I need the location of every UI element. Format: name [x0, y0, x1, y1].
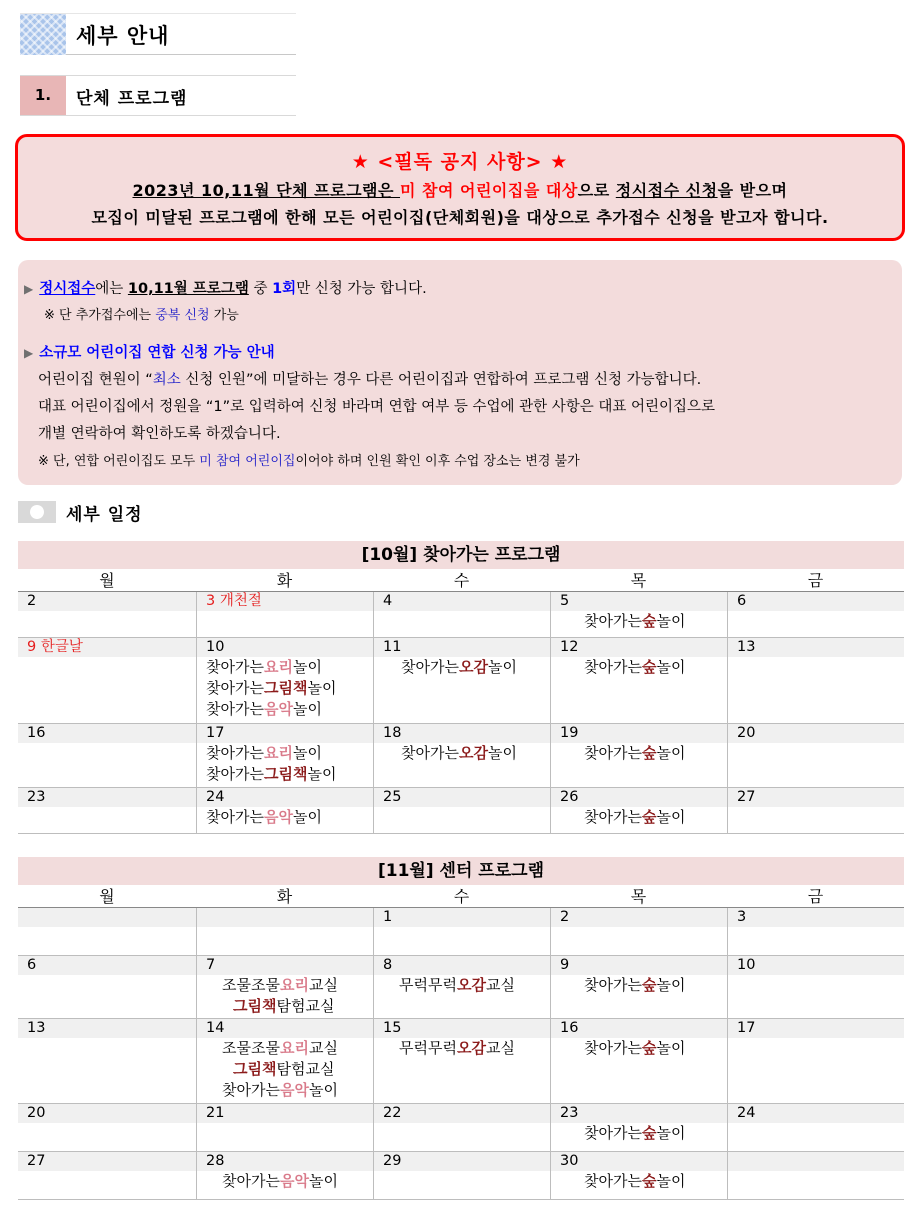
calendar-day-cell — [196, 1019, 373, 1103]
calendar-day-cell — [550, 788, 727, 833]
program-event — [551, 1123, 727, 1144]
calendar-day-cell — [727, 908, 904, 955]
day-number: 15 — [374, 1019, 550, 1038]
calendar-day-cell — [18, 908, 196, 955]
weekday-label: 목 — [630, 887, 647, 906]
calendar-week-row — [18, 956, 904, 1019]
day-number: 2 — [18, 592, 196, 611]
event-suffix: 놀이 — [656, 976, 686, 994]
calendar-week-row — [18, 1152, 904, 1200]
day-number: 20 — [728, 724, 904, 743]
day-number: 12 — [551, 638, 727, 657]
event-suffix: 놀이 — [292, 658, 322, 676]
program-event — [374, 975, 550, 996]
calendar-day-cell — [18, 1019, 196, 1103]
calendar-day-cell — [18, 638, 196, 723]
calendar-week-row — [18, 788, 904, 834]
weekday-label: 금 — [807, 887, 824, 906]
calendar-day-cell — [373, 1104, 550, 1151]
info-row-2 — [44, 304, 239, 323]
day-number: 20 — [18, 1104, 196, 1123]
info-text: 미 참여 어린이집 — [199, 454, 296, 469]
day-number: 30 — [551, 1152, 727, 1171]
calendar-day-cell — [727, 1019, 904, 1103]
day-number: 16 — [551, 1019, 727, 1038]
program-event — [374, 1038, 550, 1059]
event-prefix: 찾아가는 — [206, 765, 264, 783]
event-suffix: 놀이 — [656, 1172, 686, 1190]
program-event — [374, 657, 550, 678]
event-keyword: 음악 — [263, 808, 293, 826]
day-number: 5 — [551, 592, 727, 611]
info-box — [18, 260, 902, 485]
weekday-label: 목 — [630, 571, 647, 590]
calendar-day-cell — [550, 638, 727, 723]
event-prefix: 찾아가는 — [206, 679, 264, 697]
subsection-number: 1. — [20, 76, 66, 115]
event-prefix: 찾아가는 — [206, 700, 264, 718]
calendar-day-cell — [18, 724, 196, 787]
info-text: 가능 — [209, 308, 239, 323]
day-number: 27 — [18, 1152, 196, 1171]
calendar-week-row — [18, 1104, 904, 1152]
section-title: 세부 안내 — [76, 24, 170, 48]
calendar-week-row — [18, 724, 904, 788]
program-event — [197, 1171, 373, 1192]
notice-text: 2023년 10,11월 단체 프로그램은 — [132, 181, 401, 200]
day-number: 14 — [197, 1019, 373, 1038]
calendar-day-cell — [373, 1152, 550, 1199]
event-keyword: 요리 — [263, 658, 293, 676]
event-suffix: 교실 — [308, 976, 338, 994]
event-prefix: 찾아가는 — [584, 744, 642, 762]
event-prefix: 찾아가는 — [584, 1172, 642, 1190]
program-event — [197, 764, 373, 785]
calendar-title: [10월] 찾아가는 프로그램 — [18, 541, 904, 569]
event-prefix: 찾아가는 — [222, 1172, 280, 1190]
calendar-day-cell — [550, 592, 727, 637]
event-keyword: 요리 — [279, 1039, 309, 1057]
calendar-day-cell — [727, 956, 904, 1018]
notice-title: ★ <필독 공지 사항> ★ — [351, 151, 569, 173]
event-prefix: 찾아가는 — [206, 808, 264, 826]
event-keyword: 숲 — [641, 1172, 657, 1190]
subsection-header — [20, 75, 296, 116]
info-row-3 — [24, 341, 275, 362]
event-keyword: 음악 — [279, 1081, 309, 1099]
calendar-day-cell — [727, 724, 904, 787]
event-keyword: 숲 — [641, 976, 657, 994]
program-event — [551, 1038, 727, 1059]
weekday-label: 화 — [276, 571, 293, 590]
info-row-5: 대표 어린이집에서 정원을 “1”로 입력하여 신청 바라며 연합 여부 등 수업에 관한 사항은 대표 어린이집으로 — [38, 399, 716, 415]
calendar-day-cell — [373, 638, 550, 723]
info-row-6: 개별 연락하여 확인하도록 하겠습니다. — [38, 426, 281, 442]
day-number: 26 — [551, 788, 727, 807]
program-event — [551, 743, 727, 764]
calendar-day-cell — [550, 1019, 727, 1103]
program-event — [197, 678, 373, 699]
day-number: 23 — [551, 1104, 727, 1123]
info-text: ※ 단 추가접수에는 — [44, 308, 156, 323]
event-suffix: 놀이 — [656, 744, 686, 762]
day-number: 7 — [197, 956, 373, 975]
event-suffix: 놀이 — [656, 808, 686, 826]
calendar-day-cell — [550, 1152, 727, 1199]
day-number: 2 — [551, 908, 727, 927]
program-event — [197, 657, 373, 678]
notice-box — [15, 134, 905, 241]
info-text: 이어야 하며 인원 확인 이후 수업 장소는 변경 불가 — [295, 454, 580, 469]
day-number: 3 — [728, 908, 904, 927]
event-suffix: 놀이 — [292, 700, 322, 718]
holiday-label: 9 한글날 — [18, 638, 196, 657]
event-suffix: 교실 — [308, 1039, 338, 1057]
calendar-day-cell — [373, 956, 550, 1018]
circle-icon — [18, 501, 56, 523]
triangle-icon: ▶ — [24, 346, 34, 360]
event-prefix: 무럭무럭 — [399, 976, 457, 994]
weekday-label: 수 — [453, 571, 470, 590]
day-number: 19 — [551, 724, 727, 743]
program-event — [551, 975, 727, 996]
calendar-day-cell — [18, 1152, 196, 1199]
day-number: 27 — [728, 788, 904, 807]
event-prefix: 찾아가는 — [584, 1039, 642, 1057]
day-number: 13 — [18, 1019, 196, 1038]
event-suffix: 놀이 — [656, 612, 686, 630]
day-number — [18, 908, 196, 927]
program-event — [197, 743, 373, 764]
event-suffix: 탐험교실 — [276, 1060, 335, 1078]
calendar-day-cell — [196, 592, 373, 637]
program-event — [197, 1080, 373, 1101]
calendar-week-row — [18, 638, 904, 724]
event-suffix: 놀이 — [656, 1124, 686, 1142]
weekday-label: 화 — [276, 887, 293, 906]
event-suffix: 놀이 — [292, 808, 322, 826]
event-suffix: 놀이 — [487, 744, 517, 762]
event-suffix: 놀이 — [656, 1039, 686, 1057]
schedule-title: 세부 일정 — [66, 505, 143, 525]
calendar-day-cell — [18, 1104, 196, 1151]
info-text: 정시접수 — [39, 281, 96, 297]
calendar-day-cell — [196, 638, 373, 723]
notice-underline: 정시접수 신청 — [615, 181, 718, 200]
event-keyword: 숲 — [641, 612, 657, 630]
event-prefix: 조물조물 — [222, 1039, 280, 1057]
calendar-day-cell — [550, 724, 727, 787]
calendar-day-cell — [727, 1104, 904, 1151]
day-number — [728, 1152, 904, 1171]
event-keyword: 오감 — [458, 658, 488, 676]
notice-highlight: 미 참여 어린이집을 대상 — [400, 181, 578, 200]
program-event — [197, 996, 373, 1017]
calendar-day-cell — [727, 1152, 904, 1199]
event-keyword: 그림책 — [233, 1060, 277, 1078]
calendar-day-cell — [196, 908, 373, 955]
day-number: 9 — [551, 956, 727, 975]
calendar-day-cell — [18, 956, 196, 1018]
event-prefix: 찾아가는 — [584, 976, 642, 994]
calendar-day-cell — [550, 1104, 727, 1151]
event-prefix: 찾아가는 — [206, 744, 264, 762]
event-keyword: 숲 — [641, 658, 657, 676]
info-text: 최소 — [152, 372, 181, 388]
event-prefix: 찾아가는 — [401, 744, 459, 762]
day-number: 25 — [374, 788, 550, 807]
calendar-week-row — [18, 1019, 904, 1104]
event-suffix: 놀이 — [656, 658, 686, 676]
info-text: 에는 — [95, 281, 128, 297]
day-number: 11 — [374, 638, 550, 657]
info-row-1 — [24, 277, 427, 298]
info-text: ※ 단, 연합 어린이집도 모두 — [38, 454, 200, 469]
calendar-day-cell — [196, 788, 373, 833]
calendar-day-cell — [196, 956, 373, 1018]
event-keyword: 그림책 — [233, 997, 277, 1015]
calendar-weeks — [18, 592, 904, 834]
event-keyword: 숲 — [641, 744, 657, 762]
calendar-day-cell — [196, 724, 373, 787]
info-text: 중복 신청 — [155, 308, 210, 323]
event-suffix: 놀이 — [292, 744, 322, 762]
notice-line-1 — [18, 178, 902, 201]
program-event — [551, 1171, 727, 1192]
calendar-day-cell — [196, 1152, 373, 1199]
event-suffix: 탐험교실 — [276, 997, 335, 1015]
day-number: 16 — [18, 724, 196, 743]
info-text: 중 — [248, 281, 273, 297]
info-row-4 — [38, 368, 701, 389]
day-number: 23 — [18, 788, 196, 807]
info-row-7 — [38, 450, 580, 469]
event-keyword: 숲 — [641, 808, 657, 826]
program-event — [197, 1038, 373, 1059]
day-number: 6 — [728, 592, 904, 611]
event-prefix: 무럭무럭 — [399, 1039, 457, 1057]
info-text: 10,11월 프로그램 — [127, 281, 249, 297]
event-keyword: 음악 — [263, 700, 293, 718]
event-prefix: 찾아가는 — [584, 1124, 642, 1142]
calendar-day-cell — [373, 592, 550, 637]
weekday-header — [18, 569, 904, 592]
day-number: 4 — [374, 592, 550, 611]
event-keyword: 요리 — [279, 976, 309, 994]
event-suffix: 교실 — [485, 1039, 515, 1057]
program-event — [551, 611, 727, 632]
event-keyword: 그림책 — [263, 765, 308, 783]
calendar-title: [11월] 센터 프로그램 — [18, 857, 904, 885]
section-header — [20, 13, 296, 55]
weekday-label: 월 — [99, 571, 115, 590]
event-keyword: 숲 — [641, 1039, 657, 1057]
day-number: 29 — [374, 1152, 550, 1171]
subsection-title: 단체 프로그램 — [76, 89, 188, 109]
day-number: 13 — [728, 638, 904, 657]
event-keyword: 오감 — [456, 1039, 486, 1057]
event-prefix: 찾아가는 — [222, 1081, 280, 1099]
calendar-day-cell — [373, 1019, 550, 1103]
event-suffix: 놀이 — [307, 765, 337, 783]
calendar-day-cell — [196, 1104, 373, 1151]
day-number: 21 — [197, 1104, 373, 1123]
day-number: 8 — [374, 956, 550, 975]
event-keyword: 음악 — [279, 1172, 309, 1190]
day-number: 10 — [197, 638, 373, 657]
calendar-day-cell — [727, 592, 904, 637]
day-number: 6 — [18, 956, 196, 975]
info-text: 신청 인원”에 미달하는 경우 다른 어린이집과 연합하여 프로그램 신청 가능합니다. — [180, 372, 702, 388]
weekday-header — [18, 885, 904, 908]
holiday-label: 3 개천절 — [197, 592, 373, 611]
calendar-week-row — [18, 592, 904, 638]
program-event — [374, 743, 550, 764]
event-prefix: 찾아가는 — [206, 658, 264, 676]
event-keyword: 숲 — [641, 1124, 657, 1142]
event-prefix: 조물조물 — [222, 976, 280, 994]
program-event — [197, 807, 373, 828]
event-keyword: 그림책 — [263, 679, 308, 697]
event-prefix: 찾아가는 — [584, 612, 642, 630]
event-suffix: 놀이 — [308, 1081, 338, 1099]
pattern-icon — [20, 14, 66, 55]
event-prefix: 찾아가는 — [401, 658, 459, 676]
event-keyword: 오감 — [456, 976, 486, 994]
calendar-day-cell — [727, 638, 904, 723]
calendar-day-cell — [373, 724, 550, 787]
program-event — [551, 657, 727, 678]
day-number: 18 — [374, 724, 550, 743]
info-text: 만 신청 가능 합니다. — [296, 281, 427, 297]
day-number: 24 — [728, 1104, 904, 1123]
program-event — [197, 975, 373, 996]
event-keyword: 오감 — [458, 744, 488, 762]
calendar-day-cell — [550, 956, 727, 1018]
calendar-day-cell — [18, 788, 196, 833]
calendar-day-cell — [18, 592, 196, 637]
november-calendar — [18, 857, 904, 1200]
info-text: 어린이집 현원이 “ — [38, 372, 153, 388]
event-suffix: 교실 — [485, 976, 515, 994]
weekday-label: 수 — [453, 887, 470, 906]
weekday-label: 월 — [99, 887, 115, 906]
day-number: 22 — [374, 1104, 550, 1123]
notice-line-2: 모집이 미달된 프로그램에 한해 모든 어린이집(단체회원)을 대상으로 추가접수 신청을 받고자 합니다. — [91, 208, 829, 227]
day-number: 28 — [197, 1152, 373, 1171]
calendar-week-row — [18, 908, 904, 956]
program-event — [551, 807, 727, 828]
notice-text: 으로 — [577, 181, 616, 200]
info-text: 1회 — [272, 281, 297, 297]
event-suffix: 놀이 — [307, 679, 337, 697]
event-prefix: 찾아가는 — [584, 808, 642, 826]
day-number: 10 — [728, 956, 904, 975]
calendar-day-cell — [373, 788, 550, 833]
day-number: 17 — [197, 724, 373, 743]
program-event — [197, 1059, 373, 1080]
calendar-weeks — [18, 908, 904, 1200]
program-event — [197, 699, 373, 720]
day-number — [197, 908, 373, 927]
event-keyword: 요리 — [263, 744, 293, 762]
october-calendar — [18, 541, 904, 834]
weekday-label: 금 — [807, 571, 824, 590]
day-number: 17 — [728, 1019, 904, 1038]
triangle-icon: ▶ — [24, 282, 34, 296]
day-number: 24 — [197, 788, 373, 807]
notice-text: 을 받으며 — [717, 181, 788, 200]
calendar-day-cell — [727, 788, 904, 833]
event-suffix: 놀이 — [308, 1172, 338, 1190]
event-prefix: 찾아가는 — [584, 658, 642, 676]
event-suffix: 놀이 — [487, 658, 517, 676]
day-number: 1 — [374, 908, 550, 927]
calendar-day-cell — [373, 908, 550, 955]
info-text: 소규모 어린이집 연합 신청 가능 안내 — [39, 345, 275, 361]
calendar-day-cell — [550, 908, 727, 955]
